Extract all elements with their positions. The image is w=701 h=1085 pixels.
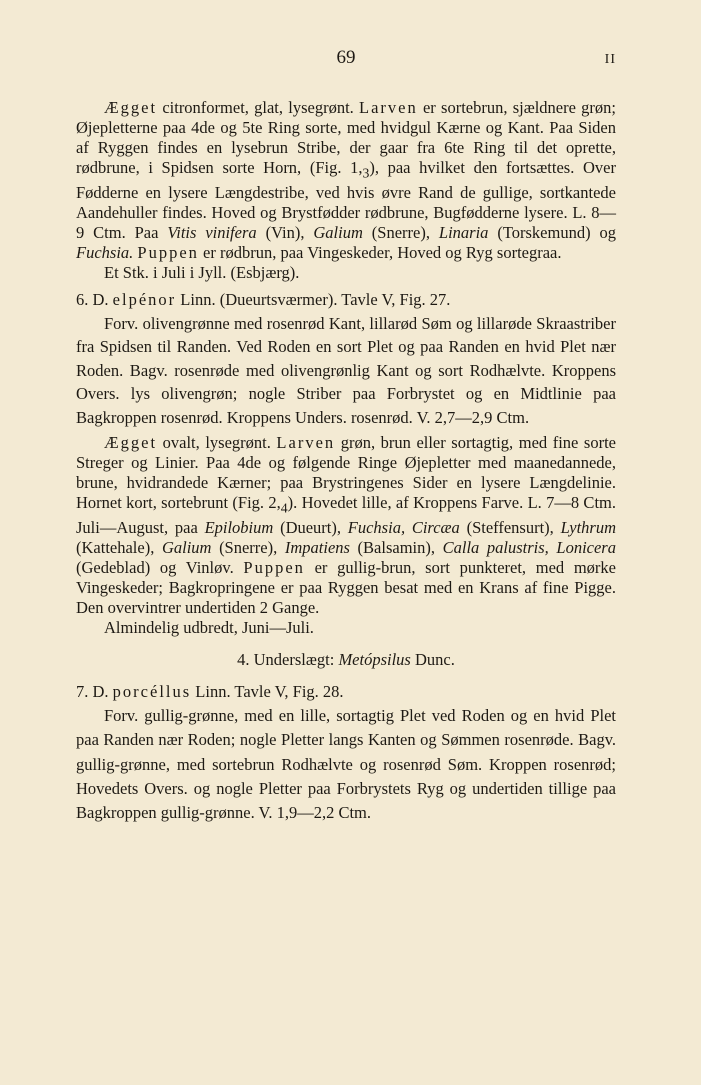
species-heading-7: 7. D. porcéllus Linn. Tavle V, Fig. 28. xyxy=(76,682,344,702)
subgenus-heading: 4. Underslægt: Metópsilus Dunc. xyxy=(237,649,455,669)
species-name: elpénor xyxy=(112,290,177,310)
locality-note: Et Stk. i Juli i Jyll. (Esbjærg). xyxy=(104,262,300,282)
plant-name: Galium xyxy=(313,222,363,242)
plant-name: Calla palustris, Lonicera xyxy=(442,538,616,558)
species-name: porcéllus xyxy=(112,682,192,702)
plant-name: Fuchsia, Circæa xyxy=(347,518,460,538)
pupa-term: Puppen xyxy=(243,558,305,578)
forewing-description-7: Forv. gullig-grønne, med en lille, sortagtig Plet ved Roden og en hvid Plet paa Randen nær Roden; nogle Pletter langs Kanten og Sømmen rosenrøde. Bagv. gullig-grønne, med sortebrun Rodhælvte og rosenrød Søm. Kroppen rosenrød; Hovedets Overs. og nogle Pletter paa Forbrystets Ryg og undertiden tillige paa Bagkroppen gullig-grønne. V. 1,9—2,2 Ctm. xyxy=(76,706,616,823)
signature-mark: II xyxy=(604,52,616,67)
larva-term: Larven xyxy=(276,433,336,453)
plant-name: Linaria xyxy=(438,222,489,242)
egg-larva-paragraph-6: Ægget ovalt, lysegrønt. Larven grøn, brun eller sortagtig, med fine sorte Streger og Linier. Paa 4de og følgende Ringe Øjepletter med maanedannede, brune, hvidrandede Kærner; paa Brystringenes Sider en lysere Længdelinie. Hornet kort, sortebrunt (Fig. $2,_4$). Hovedet lille, af Kroppens Farve. L. 7—8 Ctm. Juli—August, paa Epilobium (Dueurt), Fuchsia, Circæa (Steffensurt), Lythrum (Kattehale), Galium (Snerre), Impatiens (Balsamin), Calla palustris, Lonicera (Gedeblad) og Vinløv. Puppen er gullig-brun, sort punkteret, med mørke Vingeskeder; Bagkropringene er paa Ryggen besat med en Krans af fine Pigge. Den overvintrer undertiden 2 Gange. xyxy=(76,433,617,617)
figure-subscript: 4 xyxy=(280,500,288,516)
plant-name: Vitis vinifera xyxy=(167,222,257,242)
egg-term: Ægget xyxy=(104,433,158,453)
plant-name: Galium xyxy=(161,538,212,558)
larva-term: Larven xyxy=(359,98,418,117)
plant-name: Fuchsia. xyxy=(76,242,134,262)
plant-name: Epilobium xyxy=(204,518,274,538)
forewing-description-6: Forv. olivengrønne med rosenrød Kant, lillarød Søm og lillarøde Skraastriber fra Spidsen til Randen. Ved Roden en sort Plet og paa Randen en hvid Plet nær Roden. Bagv. rosenrøde med olivengrønlig Kant og sort Rodhælvte. Kroppens Overs. lys olivengrøn; nogle Striber paa Forbrystet og en Midtlinie paa Bagkroppen rosenrød. Kroppens Unders. rosenrød. V. 2,7—2,9 Ctm. xyxy=(76,313,616,427)
plant-name: Lythrum xyxy=(560,518,616,538)
egg-larva-paragraph-1: Ægget citronformet, glat, lysegrønt. Larven er sortebrun, sjældnere grøn; Øjepletterne paa 4de og 5te Ring sorte, med hvidgul Kærne og Kant. Paa Siden af Ryggen findes en lysebrun Stribe, der gaar fra 6te Ring til det oprette, rødbrune, i Spidsen sorte Horn, (Fig. $1,_3$), paa hvilket den fortsættes. Over Fødderne en lysere Længdestribe, ved hvis øvre Rand de gullige, sortkantede Aandehuller findes. Hoved og Brystfødder rødbrune, Bugfødderne lysere. L. 8—9 Ctm. Paa Vitis vinifera (Vin), Galium (Snerre), Linaria (Torskemund) og Fuchsia. Puppen er rødbrun, paa Vingeskeder, Hoved og Ryg sortegraa. xyxy=(76,98,616,262)
plant-name: Impatiens xyxy=(284,538,350,558)
egg-term: Ægget xyxy=(104,98,158,117)
locality-note: Almindelig udbredt, Juni—Juli. xyxy=(104,617,314,637)
subgenus-name: Metópsilus xyxy=(338,649,411,669)
page-number: 69 xyxy=(336,47,356,68)
pupa-term: Puppen xyxy=(137,242,199,262)
page-header xyxy=(76,47,616,71)
figure-subscript: 3 xyxy=(362,165,370,181)
species-heading-6: 6. D. elpénor Linn. (Dueurtsværmer). Tavle V, Fig. 27. xyxy=(76,290,451,310)
body-text xyxy=(76,98,616,825)
